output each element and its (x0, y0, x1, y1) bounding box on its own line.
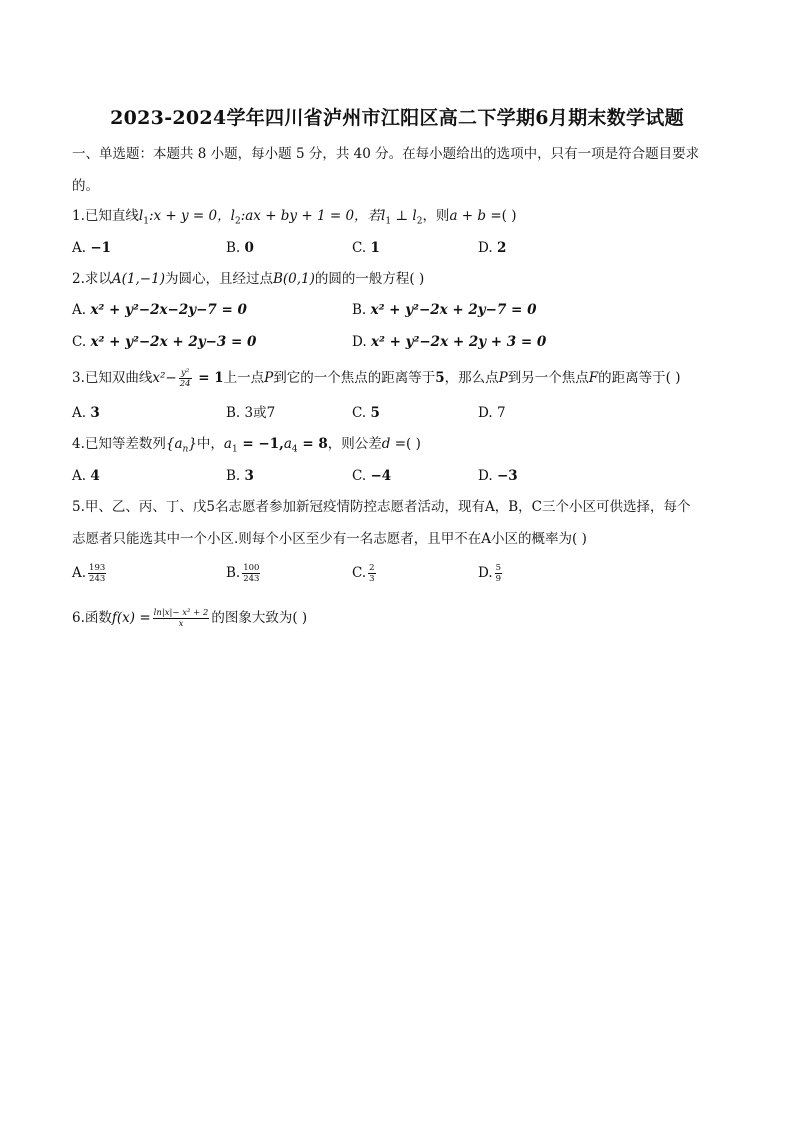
math-sub: 2 (416, 216, 423, 227)
option-text: x² + y²−2x + 2y−3 = 0 (90, 334, 257, 350)
math: P (264, 370, 274, 386)
stem-text: 已知直线 (84, 208, 139, 224)
option-text: −4 (370, 468, 392, 484)
option-c (352, 563, 378, 584)
math: B(0,1) (272, 271, 315, 287)
option-c (352, 403, 380, 423)
option-label: C. (352, 240, 367, 256)
option-label: C. (72, 334, 87, 350)
option-label: D. (478, 565, 493, 581)
question-number: 2. (72, 271, 85, 287)
fraction-denominator: 9 (495, 574, 502, 584)
question-number: 5. (72, 499, 85, 515)
fraction (368, 563, 375, 584)
math: l (381, 208, 386, 224)
stem-text: =( ) (390, 436, 421, 452)
option-d (478, 466, 518, 486)
math: A(1,−1) (111, 271, 165, 287)
option-a (72, 300, 247, 320)
math-sub: 4 (291, 444, 298, 455)
fraction (179, 368, 192, 389)
option-label: A. (72, 468, 87, 484)
fraction-numerator: 5 (495, 563, 502, 573)
option-label: C. (352, 468, 367, 484)
fraction-numerator: y² (179, 368, 192, 379)
stem-text: ，那么点 (444, 370, 499, 386)
question-5-stem-line2: 志愿者只能选其中一个小区.则每个小区至少有一名志愿者，且甲不在A小区的概率为( ) (72, 531, 587, 547)
math: a (283, 436, 292, 452)
page-title: 2023-2024学年四川省泸州市江阳区高二下学期6月期末数学试题 (110, 107, 684, 129)
option-label: A. (72, 240, 87, 256)
fraction (88, 563, 106, 584)
math: x²− (152, 370, 177, 386)
question-5-stem-line1 (72, 497, 690, 517)
math-sub: 2 (234, 216, 241, 227)
option-text: 3 (90, 405, 100, 421)
stem-text: 的圆的一般方程( ) (314, 271, 425, 287)
stem-text: 已知双曲线 (84, 370, 153, 386)
option-text: 3 (244, 468, 254, 484)
math: d (381, 436, 391, 452)
option-label: C. (352, 405, 367, 421)
option-label: D. (478, 405, 493, 421)
stem-text: 求以 (84, 271, 112, 287)
option-text: 7 (496, 405, 506, 421)
question-number: 1. (72, 208, 85, 224)
option-label: B. (226, 468, 241, 484)
option-a (72, 563, 108, 584)
math: ⊥ (391, 208, 413, 224)
option-d (478, 563, 504, 584)
option-text: 0 (244, 240, 254, 256)
stem-text: ，则 (422, 208, 450, 224)
question-1-stem (72, 206, 516, 226)
math-sub: 1 (231, 444, 238, 455)
option-text: −1 (90, 240, 112, 256)
question-6-stem (72, 608, 307, 629)
fraction (153, 608, 210, 629)
math: a (223, 436, 232, 452)
option-c (352, 466, 391, 486)
question-2-stem (72, 269, 424, 289)
option-text: 3或7 (244, 405, 276, 421)
fraction (495, 563, 502, 584)
option-b (226, 563, 262, 584)
fraction-denominator: x (178, 619, 184, 629)
option-text: x² + y²−2x + 2y + 3 = 0 (370, 334, 547, 350)
option-a (72, 238, 111, 258)
option-b (226, 238, 254, 258)
option-a (72, 466, 100, 486)
fraction-denominator: 243 (89, 574, 106, 584)
stem-text: 上一点 (223, 370, 265, 386)
option-c (72, 332, 256, 352)
math: l (138, 208, 144, 224)
option-label: B. (226, 405, 241, 421)
option-d (352, 332, 546, 352)
option-b (226, 403, 275, 423)
section-instructions-line2: 的。 (72, 178, 99, 194)
option-d (478, 238, 506, 258)
math: l (230, 208, 235, 224)
question-4-stem (72, 434, 421, 454)
question-number: 4. (72, 436, 85, 452)
fraction-denominator: 243 (243, 574, 260, 584)
question-number: 6. (72, 610, 85, 626)
math: = 1 (193, 370, 224, 386)
option-a (72, 403, 100, 423)
stem-text: 到它的一个焦点的距离等于 (273, 370, 436, 386)
option-text: x² + y²−2x + 2y−7 = 0 (370, 302, 537, 318)
math-sub: 1 (143, 216, 149, 227)
math: F (588, 370, 599, 386)
option-b (226, 466, 254, 486)
math: 5 (435, 370, 445, 386)
math: } (188, 436, 197, 452)
math-sub: n (182, 444, 189, 455)
fraction-numerator: 193 (89, 563, 106, 573)
math: f(x) (111, 610, 136, 626)
stem-text: =( ) (486, 208, 517, 224)
math: = 8 (297, 436, 328, 452)
option-label: A. (72, 565, 87, 581)
option-d (478, 403, 506, 423)
option-label: D. (352, 334, 367, 350)
stem-text: 函数 (84, 610, 112, 626)
math: = (135, 610, 151, 626)
option-text: x² + y²−2x−2y−7 = 0 (90, 302, 247, 318)
option-text: 1 (370, 240, 380, 256)
option-text: −3 (496, 468, 518, 484)
math: l (412, 208, 417, 224)
fraction-numerator: ln|x|− x² + 2 (153, 608, 209, 618)
option-b (352, 300, 536, 320)
fraction-numerator: 2 (369, 563, 375, 573)
option-label: C. (352, 565, 367, 581)
stem-text: 为圆心，且经过点 (164, 271, 273, 287)
math: {a (165, 436, 183, 452)
stem-text: 的距离等于( ) (598, 370, 681, 386)
option-text: 4 (90, 468, 100, 484)
option-label: B. (226, 240, 241, 256)
math: a + b (449, 208, 487, 224)
option-label: A. (72, 302, 87, 318)
math-sub: 1 (385, 216, 392, 227)
question-number: 3. (72, 370, 85, 386)
question-3-stem (72, 368, 680, 389)
option-label: B. (226, 565, 241, 581)
fraction-denominator: 24 (179, 379, 191, 389)
stem-text: 到另一个焦点 (507, 370, 589, 386)
stem-text: ，则公差 (327, 436, 382, 452)
stem-text: 中， (196, 436, 224, 452)
section-instructions-line1: 一、单选题：本题共 8 小题，每小题 5 分，共 40 分。在每小题给出的选项中，只有一项是符合题目要求 (72, 146, 700, 162)
math: :ax + by + 1 = 0，若 (240, 208, 382, 224)
math: :x + y = 0， (148, 208, 231, 224)
fraction (242, 563, 260, 584)
option-label: B. (352, 302, 367, 318)
option-c (352, 238, 380, 258)
math: P (498, 370, 508, 386)
math: = −1, (237, 436, 284, 452)
stem-text: 的图象大致为( ) (211, 610, 308, 626)
option-label: D. (478, 240, 493, 256)
option-label: A. (72, 405, 87, 421)
option-text: 2 (496, 240, 507, 256)
option-text: 5 (370, 405, 380, 421)
stem-text: 甲、乙、丙、丁、戊5名志愿者参加新冠疫情防控志愿者活动，现有A，B，C三个小区可供选择，每个 (84, 499, 691, 515)
fraction-denominator: 3 (369, 574, 375, 584)
fraction-numerator: 100 (243, 563, 260, 573)
option-label: D. (478, 468, 493, 484)
stem-text: 已知等差数列 (84, 436, 166, 452)
